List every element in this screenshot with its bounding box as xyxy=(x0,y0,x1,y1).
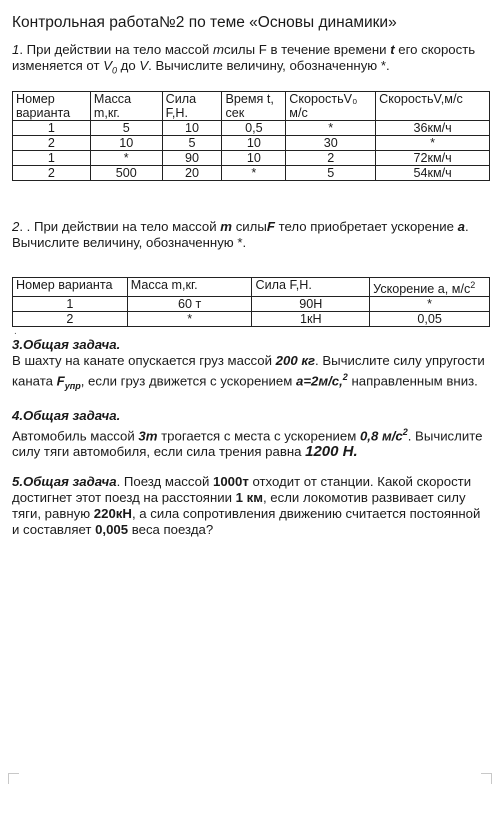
task3-text: 3.Общая задача. В шахту на канате опускается груз массой 200 кг. Вычислите силу упругости каната $F_{упр}$, если груз движется с ускорением а=2м/с,$^2$ направленным вниз. xyxy=(12,336,485,391)
table-row xyxy=(13,135,490,150)
header-cell: Время t, сек xyxy=(222,91,286,120)
task2-number: 2 xyxy=(12,218,20,234)
table-cell: 20 xyxy=(162,165,222,180)
task5-heading: 5.Общая задача xyxy=(12,474,117,490)
table-cell: 10 xyxy=(222,135,286,150)
table-cell: 90 xyxy=(162,150,222,165)
table-cell: 10 xyxy=(90,135,162,150)
table-cell: 0,05 xyxy=(370,311,490,326)
page-corner-mark xyxy=(8,773,19,784)
task1-text: 1. При действии на тело массой mсилы F в течение времени t его скорость изменяется от $V_0$ до V. Вычислите величину, обозначенную *. xyxy=(12,42,476,76)
table-cell: 10 xyxy=(162,120,222,135)
table-cell: 1 xyxy=(13,120,91,135)
table-cell: 60 т xyxy=(127,296,252,311)
table-row xyxy=(13,150,490,165)
table-cell: * xyxy=(286,120,376,135)
header-cell: Масса m,кг. xyxy=(127,277,252,296)
header-cell: СкоростьV₀ м/с xyxy=(286,91,376,120)
table-cell: 2 xyxy=(13,165,91,180)
table-cell: 5 xyxy=(90,120,162,135)
header-cell: Номер варианта xyxy=(13,277,128,296)
table-cell: 10 xyxy=(222,150,286,165)
task2-text: 2. . При действии на тело массой m силыF тело приобретает ускорение a. Вычислите величину, обозначенную *. xyxy=(12,218,469,250)
header-cell: Ускорение а, $м/с^2$ xyxy=(370,277,490,296)
table-cell: 5 xyxy=(162,135,222,150)
table-cell: 2 xyxy=(286,150,376,165)
header-cell: Номер варианта xyxy=(13,91,91,120)
header-cell: СкоростьV,м/с xyxy=(376,91,490,120)
table-cell: 5 xyxy=(286,165,376,180)
stray-dot: . xyxy=(14,325,17,337)
table-row xyxy=(13,165,490,180)
task1-number: 1 xyxy=(12,42,20,57)
table-cell: 2 xyxy=(13,311,128,326)
header-cell: Сила F,Н. xyxy=(162,91,222,120)
page-title: Контрольная работа№2 по теме «Основы динамики» xyxy=(12,14,397,31)
task2-table xyxy=(12,277,490,327)
table-cell: 90Н xyxy=(252,296,370,311)
task1-table xyxy=(12,91,490,181)
header-cell: Масса m,кг. xyxy=(90,91,162,120)
task4-text: 4.Общая задача. Автомобиль массой 3т трогается с места с ускорением 0,8 $м/с^2$. Вычислите силу тяги автомобиля, если сила трения равна 1200 Н. xyxy=(12,407,483,461)
task4-heading: 4.Общая задача. xyxy=(12,407,121,423)
table-row xyxy=(13,120,490,135)
table-cell: 1 xyxy=(13,296,128,311)
table-cell: * xyxy=(370,296,490,311)
table-row xyxy=(13,311,490,326)
table-cell: * xyxy=(222,165,286,180)
table-cell: 54км/ч xyxy=(376,165,490,180)
table-header-row xyxy=(13,91,490,120)
table-cell: 2 xyxy=(13,135,91,150)
table-cell: 36км/ч xyxy=(376,120,490,135)
table-row xyxy=(13,296,490,311)
document-page xyxy=(12,14,490,538)
table-cell: 72км/ч xyxy=(376,150,490,165)
table-cell: * xyxy=(127,311,252,326)
table-cell: * xyxy=(90,150,162,165)
header-cell: Сила F,Н. xyxy=(252,277,370,296)
table-cell: 30 xyxy=(286,135,376,150)
table-cell: 500 xyxy=(90,165,162,180)
task3-heading: 3.Общая задача. xyxy=(12,336,121,352)
table-cell: 0,5 xyxy=(222,120,286,135)
task5-text: 5.Общая задача. Поезд массой 1000т отходит от станции. Какой скорости достигнет этот поезд на расстоянии 1 км, если локомотив развивает силу тяги, равную 220кН, а сила сопротивления движению считается постоянной и составляет 0,005 веса поезда? xyxy=(12,474,481,538)
table-header-row xyxy=(13,277,490,296)
page-corner-mark xyxy=(481,773,492,784)
table-cell: 1кН xyxy=(252,311,370,326)
table-cell: * xyxy=(376,135,490,150)
table-cell: 1 xyxy=(13,150,91,165)
